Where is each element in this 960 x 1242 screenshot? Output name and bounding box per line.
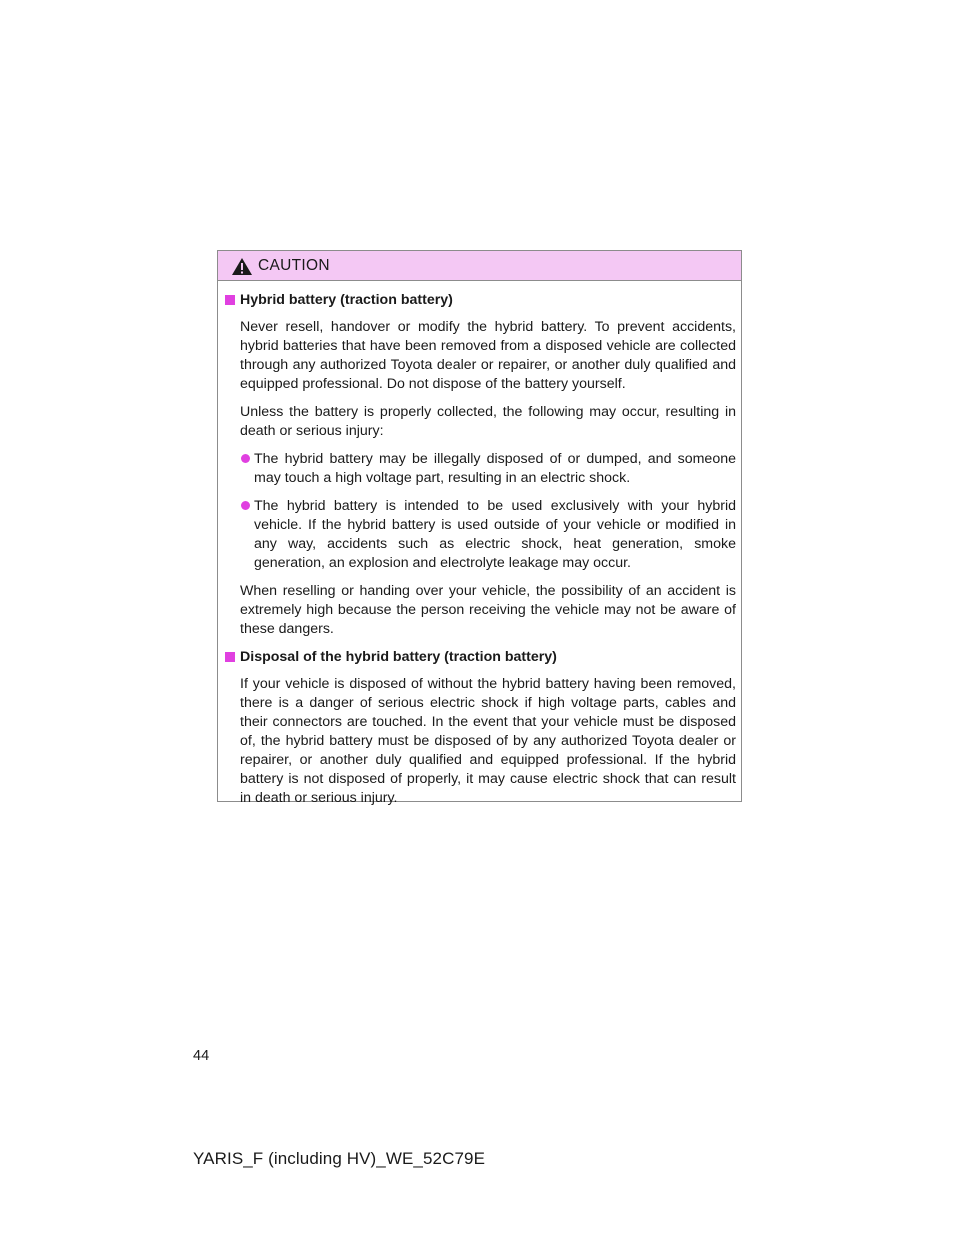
caution-box xyxy=(217,250,742,806)
caution-body xyxy=(218,281,741,808)
caution-title: CAUTION xyxy=(258,257,330,274)
square-bullet-icon xyxy=(225,652,235,662)
paragraph: Unless the battery is properly collected, the following may occur, resulting in death or serious injury: xyxy=(240,404,736,439)
section-heading-disposal: Disposal of the hybrid battery (traction battery) xyxy=(224,648,736,667)
list-item: The hybrid battery is intended to be used exclusively with your hybrid vehicle. If the hybrid battery is used outside of your vehicle or modified in any way, accidents such as electric shock, heat generation, smoke generation, an explosion and electrolyte leakage may occur. xyxy=(254,497,736,573)
square-bullet-icon xyxy=(225,295,235,305)
section-heading-hybrid-battery: Hybrid battery (traction battery) xyxy=(224,291,736,310)
paragraph: If your vehicle is disposed of without the hybrid battery having been removed, there is a danger of serious electric shock if high voltage parts, cables and their connectors are touched. In the event that your vehicle must be disposed of, the hybrid battery must be disposed of by any authorized Toyota dealer or repairer, or another duly qualified and equipped professional. If the hybrid battery is not disposed of properly, it may cause electric shock that can result in death or serious injury. xyxy=(240,676,736,806)
round-bullet-icon xyxy=(241,454,250,463)
paragraph: Never resell, handover or modify the hybrid battery. To prevent accidents, hybrid batteries that have been removed from a disposed vehicle are collected through any authorized Toyota dealer or repairer, or another duly qualified and equipped professional. Do not dispose of the battery yourself. xyxy=(240,319,736,392)
footer-document-code: YARIS_F (including HV)_WE_52C79E xyxy=(193,1149,486,1168)
warning-triangle-icon xyxy=(231,257,253,276)
caution-header xyxy=(218,251,741,281)
round-bullet-icon xyxy=(241,501,250,510)
list-item: The hybrid battery may be illegally disposed of or dumped, and someone may touch a high voltage part, resulting in an electric shock. xyxy=(254,450,736,488)
page-number: 44 xyxy=(193,1048,210,1064)
paragraph: When reselling or handing over your vehicle, the possibility of an accident is extremely high because the person receiving the vehicle may not be aware of these dangers. xyxy=(240,583,736,637)
